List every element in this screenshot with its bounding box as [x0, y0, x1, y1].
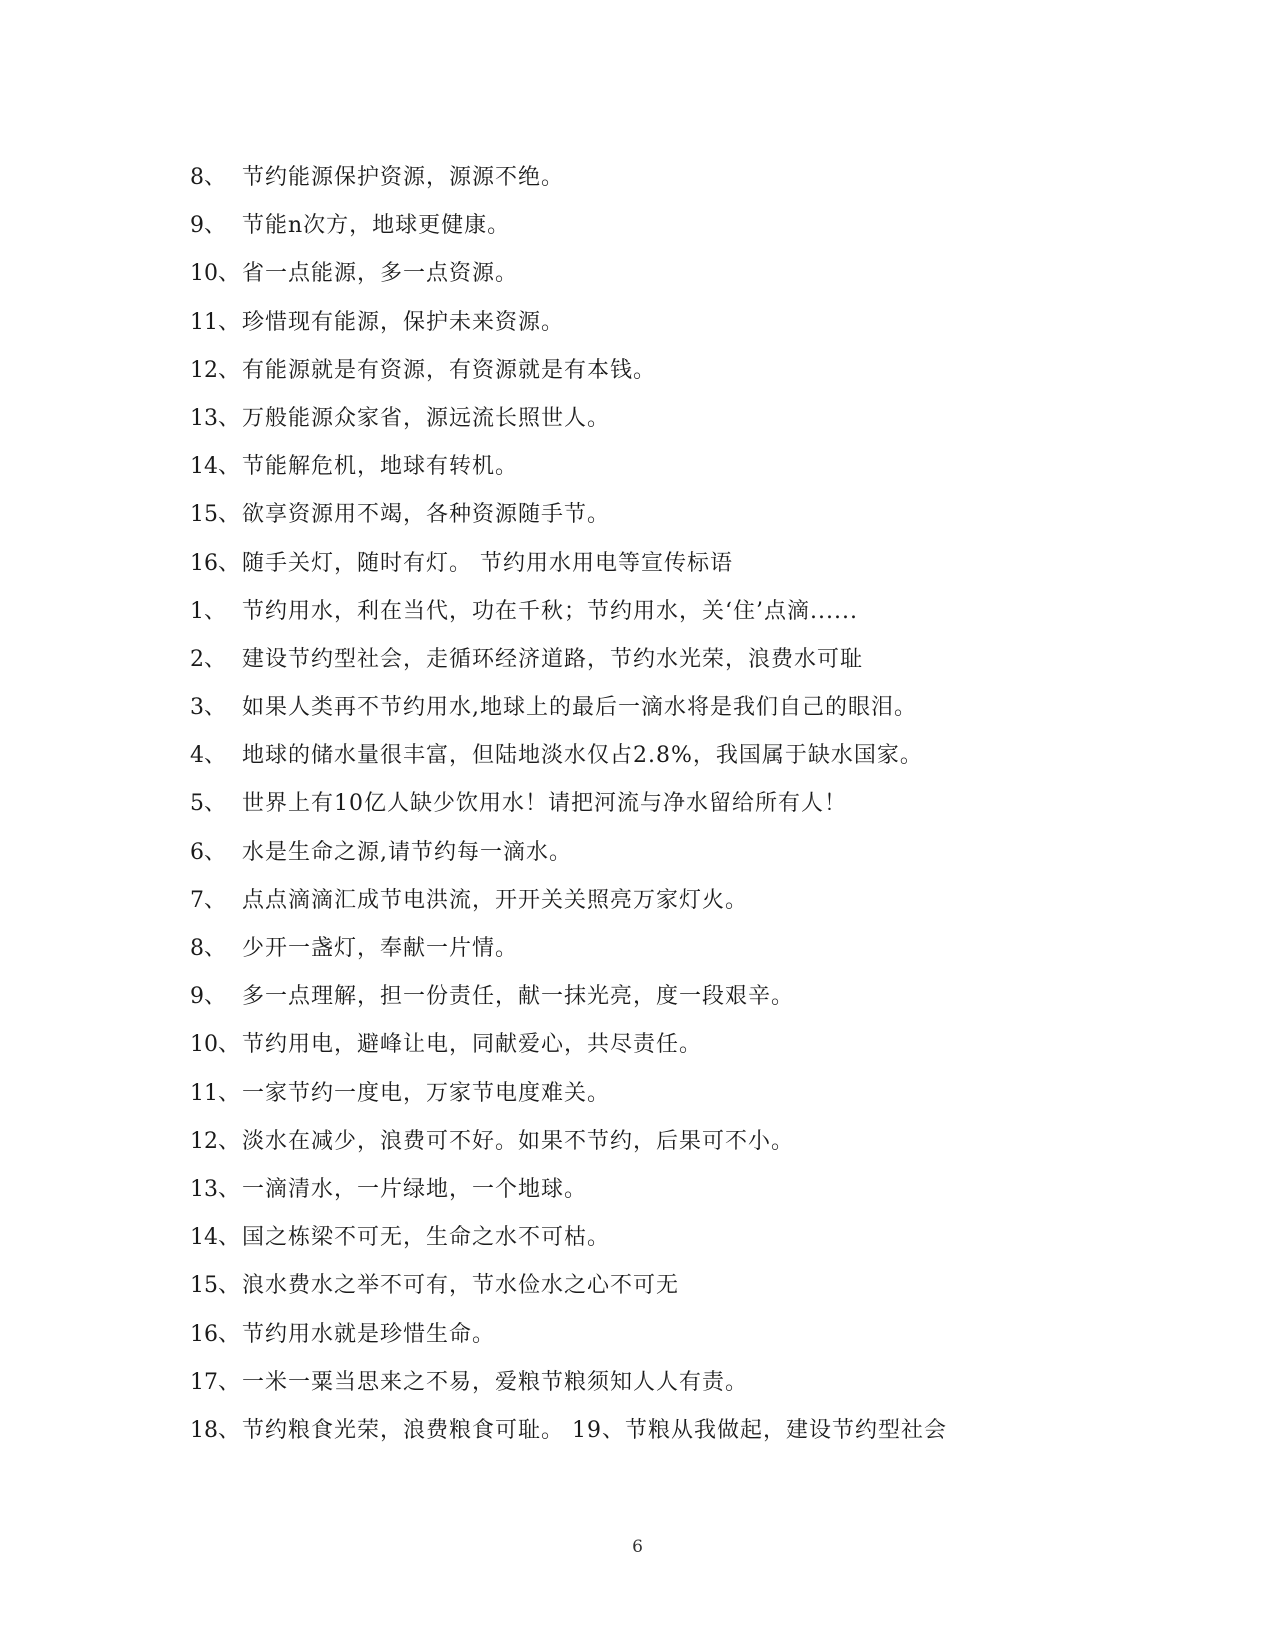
- line-text: 点点滴滴汇成节电洪流，开开关关照亮万家灯火。: [242, 887, 749, 913]
- line-number: 11、: [190, 309, 240, 335]
- slogan-line: [190, 925, 1070, 973]
- line-number: 1、: [190, 598, 226, 624]
- line-number: 10、: [190, 261, 240, 287]
- line-text: 多一点理解，担一份责任，献一抹光亮，度一段艰辛。: [242, 984, 795, 1010]
- line-text: 节约粮食光荣，浪费粮食可耻。 19、节粮从我做起，建设节约型社会: [242, 1417, 947, 1443]
- line-text: 一滴清水，一片绿地，一个地球。: [242, 1176, 588, 1202]
- line-text: 地球的储水量很丰富，但陆地淡水仅占2.8%，我国属于缺水国家。: [242, 743, 923, 769]
- slogan-line: [190, 1021, 1070, 1069]
- line-number: 11、: [190, 1080, 240, 1106]
- line-text: 节约用水，利在当代，功在千秋；节约用水，关‘住’点滴......: [242, 598, 858, 624]
- line-number: 9、: [190, 984, 226, 1010]
- slogan-line: [190, 1166, 1070, 1214]
- slogan-line: [190, 588, 1070, 636]
- line-text: 节能n次方，地球更健康。: [242, 213, 511, 239]
- slogan-line: [190, 636, 1070, 684]
- slogan-line: [190, 1407, 1070, 1455]
- line-text: 世界上有10亿人缺少饮用水！请把河流与净水留给所有人！: [242, 791, 847, 817]
- line-text: 淡水在减少，浪费可不好。如果不节约，后果可不小。: [242, 1128, 795, 1154]
- slogan-line: [190, 732, 1070, 780]
- slogan-line: [190, 780, 1070, 828]
- slogan-line: [190, 829, 1070, 877]
- slogan-line: [190, 877, 1070, 925]
- line-text: 随手关灯，随时有灯。 节约用水用电等宣传标语: [242, 550, 733, 576]
- line-number: 9、: [190, 213, 226, 239]
- slogan-line: [190, 1070, 1070, 1118]
- line-number: 18、: [190, 1417, 240, 1443]
- slogan-line: [190, 443, 1070, 491]
- line-number: 15、: [190, 502, 240, 528]
- slogan-line: [190, 154, 1070, 202]
- line-number: 17、: [190, 1369, 240, 1395]
- line-number: 2、: [190, 646, 226, 672]
- slogan-line: [190, 491, 1070, 539]
- line-text: 万般能源众家省，源远流长照世人。: [242, 405, 611, 431]
- line-text: 建设节约型社会，走循环经济道路，节约水光荣，浪费水可耻: [242, 646, 864, 672]
- line-text: 国之栋梁不可无，生命之水不可枯。: [242, 1225, 611, 1251]
- slogan-line: [190, 540, 1070, 588]
- slogan-line: [190, 1214, 1070, 1262]
- line-text: 节能解危机，地球有转机。: [242, 454, 519, 480]
- line-number: 4、: [190, 743, 226, 769]
- line-text: 浪水费水之举不可有，节水俭水之心不可无: [242, 1273, 680, 1299]
- line-text: 如果人类再不节约用水,地球上的最后一滴水将是我们自己的眼泪。: [242, 695, 917, 721]
- slogan-line: [190, 1262, 1070, 1310]
- line-number: 16、: [190, 550, 240, 576]
- line-text: 有能源就是有资源，有资源就是有本钱。: [242, 357, 657, 383]
- slogan-line: [190, 347, 1070, 395]
- slogan-line: [190, 299, 1070, 347]
- slogan-line: [190, 684, 1070, 732]
- line-text: 节约用水就是珍惜生命。: [242, 1321, 496, 1347]
- line-text: 水是生命之源,请节约每一滴水。: [242, 839, 572, 865]
- page-number: 6: [632, 1537, 643, 1557]
- line-text: 珍惜现有能源，保护未来资源。: [242, 309, 565, 335]
- slogan-line: [190, 1118, 1070, 1166]
- slogan-line: [190, 1311, 1070, 1359]
- line-number: 16、: [190, 1321, 240, 1347]
- slogan-line: [190, 202, 1070, 250]
- line-number: 8、: [190, 165, 226, 190]
- slogan-line: [190, 1359, 1070, 1407]
- slogan-line: [190, 973, 1070, 1021]
- line-text: 省一点能源，多一点资源。: [242, 261, 519, 287]
- line-number: 13、: [190, 405, 240, 431]
- line-number: 13、: [190, 1176, 240, 1202]
- line-text: 一家节约一度电，万家节电度难关。: [242, 1080, 611, 1106]
- line-number: 5、: [190, 791, 226, 817]
- line-text: 欲享资源用不竭，各种资源随手节。: [242, 502, 611, 528]
- line-number: 3、: [190, 695, 226, 721]
- line-number: 7、: [190, 887, 226, 913]
- line-text: 节约能源保护资源，源源不绝。: [242, 165, 565, 190]
- line-text: 一米一粟当思来之不易，爱粮节粮须知人人有责。: [242, 1369, 749, 1395]
- slogan-list: [190, 154, 1070, 1455]
- line-number: 14、: [190, 1225, 240, 1251]
- slogan-line: [190, 395, 1070, 443]
- line-number: 10、: [190, 1032, 240, 1058]
- line-text: 节约用电，避峰让电，同献爱心，共尽责任。: [242, 1032, 703, 1058]
- slogan-line: [190, 250, 1070, 298]
- line-text: 少开一盏灯，奉献一片情。: [242, 936, 519, 961]
- line-number: 12、: [190, 1128, 240, 1154]
- line-number: 6、: [190, 839, 226, 865]
- line-number: 12、: [190, 357, 240, 383]
- line-number: 14、: [190, 454, 240, 480]
- line-number: 15、: [190, 1273, 240, 1299]
- line-number: 8、: [190, 936, 226, 961]
